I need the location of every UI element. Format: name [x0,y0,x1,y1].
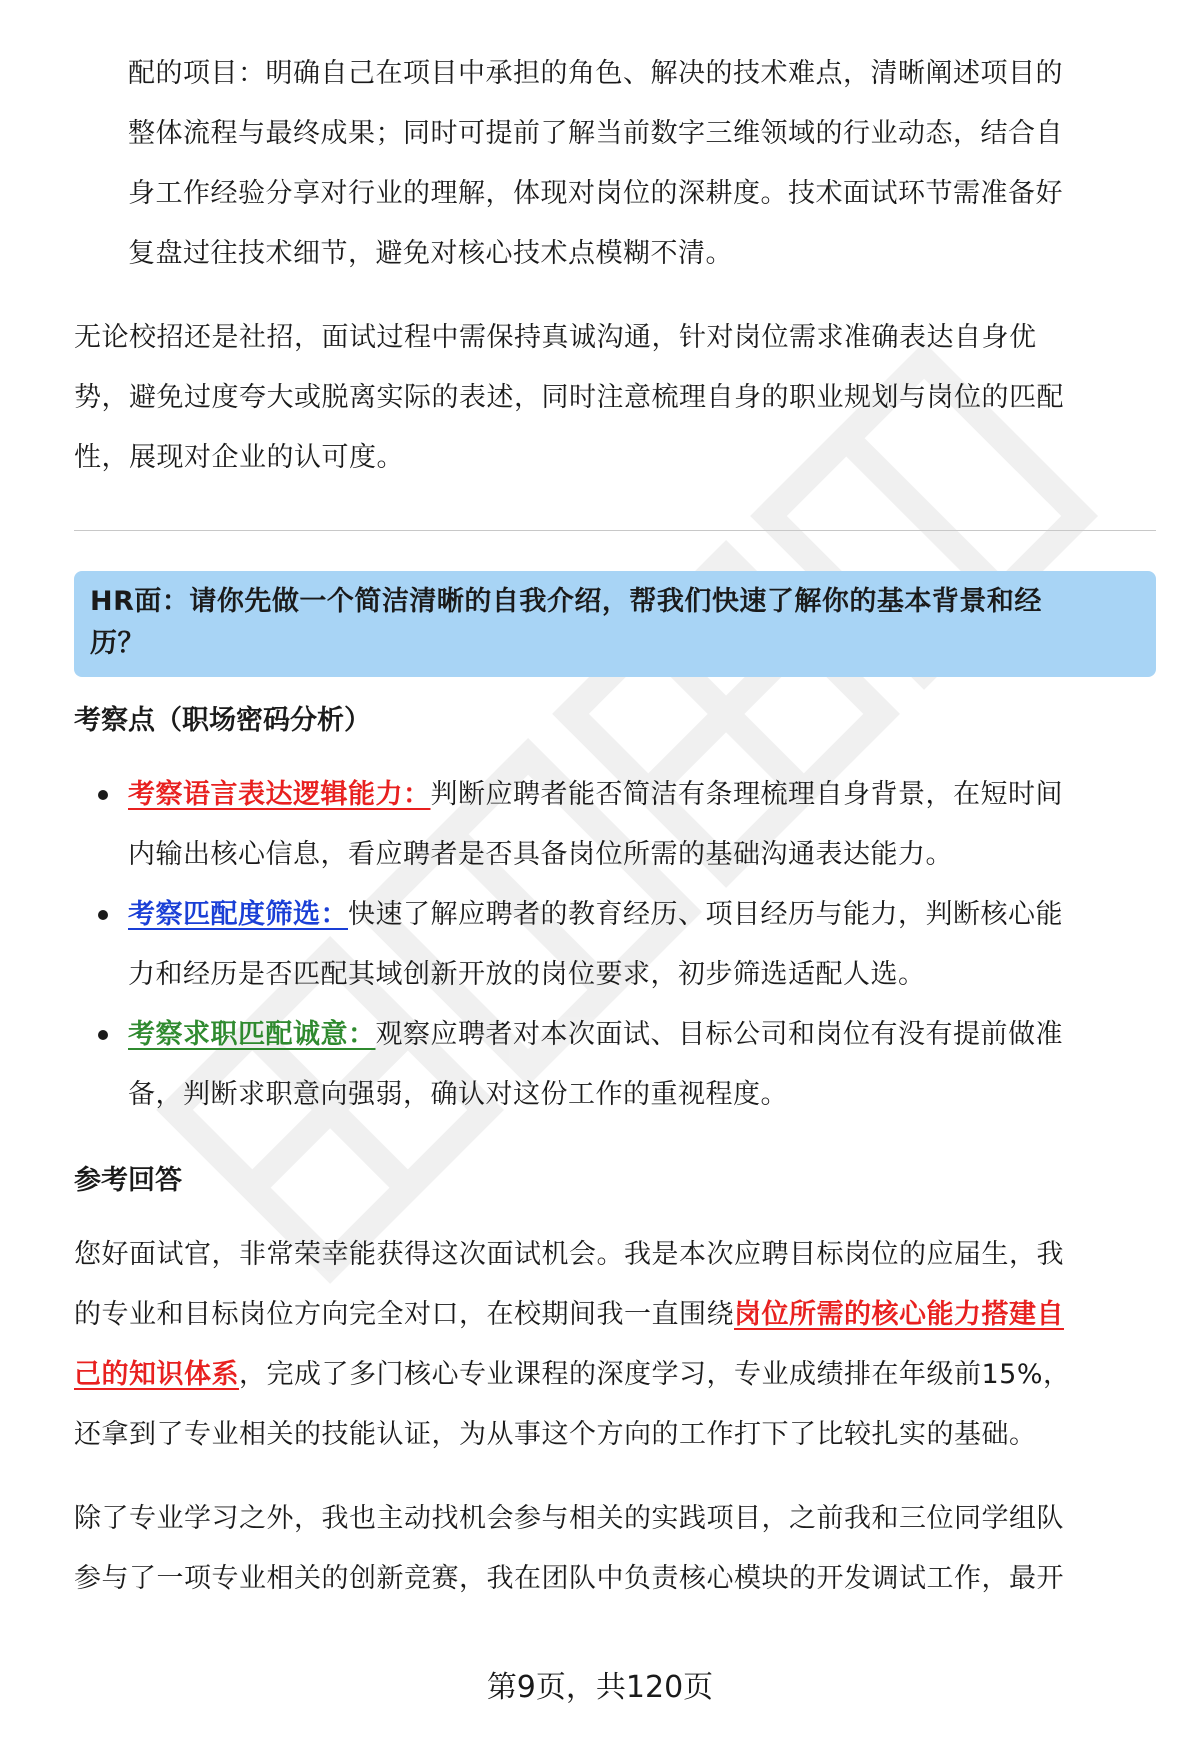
section-divider [74,530,1156,531]
answer-highlight: 岗位所需的核心能力搭建自 [734,1299,1064,1330]
assessment-heading: 考察点（职场密码分析） [74,705,371,736]
assessment-text: 备，判断求职意向强弱，确认对这份工作的重视程度。 [128,1079,788,1110]
assessment-keyword: 考察语言表达逻辑能力： [128,779,431,810]
answer-paragraph-2 [74,1489,1156,1609]
document-page [74,44,1156,1609]
top-paragraph [74,44,1140,284]
list-item [74,1005,1156,1125]
question-box [74,571,1156,677]
text-line: 势，避免过度夸大或脱离实际的表述，同时注意梳理自身的职业规划与岗位的匹配 [74,382,1064,413]
bullet-icon [98,1030,108,1040]
answer-heading: 参考回答 [74,1165,182,1196]
text-line [74,1285,1156,1345]
text-line: 参与了一项专业相关的创新竞赛，我在团队中负责核心模块的开发调试工作，最开 [74,1563,1064,1594]
answer-text: ，完成了多门核心专业课程的深度学习，专业成绩排在年级前15%， [239,1359,1071,1390]
answer-paragraph-1 [74,1225,1156,1465]
list-item [74,765,1156,885]
question-line: 历？ [90,628,145,659]
text-line: 性，展现对企业的认可度。 [74,442,404,473]
page-number: 第9页，共120页 [486,1670,714,1705]
bullet-icon [98,910,108,920]
text-line: 复盘过往技术细节，避免对核心技术点模糊不清。 [128,238,733,269]
text-line: 还拿到了专业相关的技能认证，为从事这个方向的工作打下了比较扎实的基础。 [74,1419,1037,1450]
assessment-text: 快速了解应聘者的教育经历、项目经历与能力，判断核心能 [348,899,1063,930]
assessment-keyword: 考察求职匹配诚意： [128,1019,376,1050]
text-line: 整体流程与最终成果；同时可提前了解当前数字三维领域的行业动态，结合自 [128,118,1063,149]
bullet-icon [98,790,108,800]
answer-highlight: 己的知识体系 [74,1359,239,1390]
assessment-text: 内输出核心信息，看应聘者是否具备岗位所需的基础沟通表达能力。 [128,839,953,870]
text-line: 无论校招还是社招，面试过程中需保持真诚沟通，针对岗位需求准确表达自身优 [74,322,1037,353]
assessment-list [74,765,1156,1125]
text-line [74,1345,1156,1405]
assessment-text: 力和经历是否匹配其域创新开放的岗位要求，初步筛选适配人选。 [128,959,926,990]
text-line: 身工作经验分享对行业的理解，体现对岗位的深耕度。技术面试环节需准备好 [128,178,1063,209]
text-line: 您好面试官，非常荣幸能获得这次面试机会。我是本次应聘目标岗位的应届生，我 [74,1239,1064,1270]
assessment-keyword: 考察匹配度筛选： [128,899,348,930]
assessment-text: 观察应聘者对本次面试、目标公司和岗位有没有提前做准 [375,1019,1063,1050]
text-line: 配的项目：明确自己在项目中承担的角色、解决的技术难点，清晰阐述项目的 [128,58,1063,89]
question-line: HR面：请你先做一个简洁清晰的自我介绍，帮我们快速了解你的基本背景和经 [90,586,1042,617]
list-item [74,885,1156,1005]
summary-paragraph [74,308,1156,488]
text-line: 除了专业学习之外，我也主动找机会参与相关的实践项目，之前我和三位同学组队 [74,1503,1064,1534]
answer-text: 的专业和目标岗位方向完全对口，在校期间我一直围绕 [74,1299,734,1330]
assessment-text: 判断应聘者能否简洁有条理梳理自身背景，在短时间 [430,779,1063,810]
